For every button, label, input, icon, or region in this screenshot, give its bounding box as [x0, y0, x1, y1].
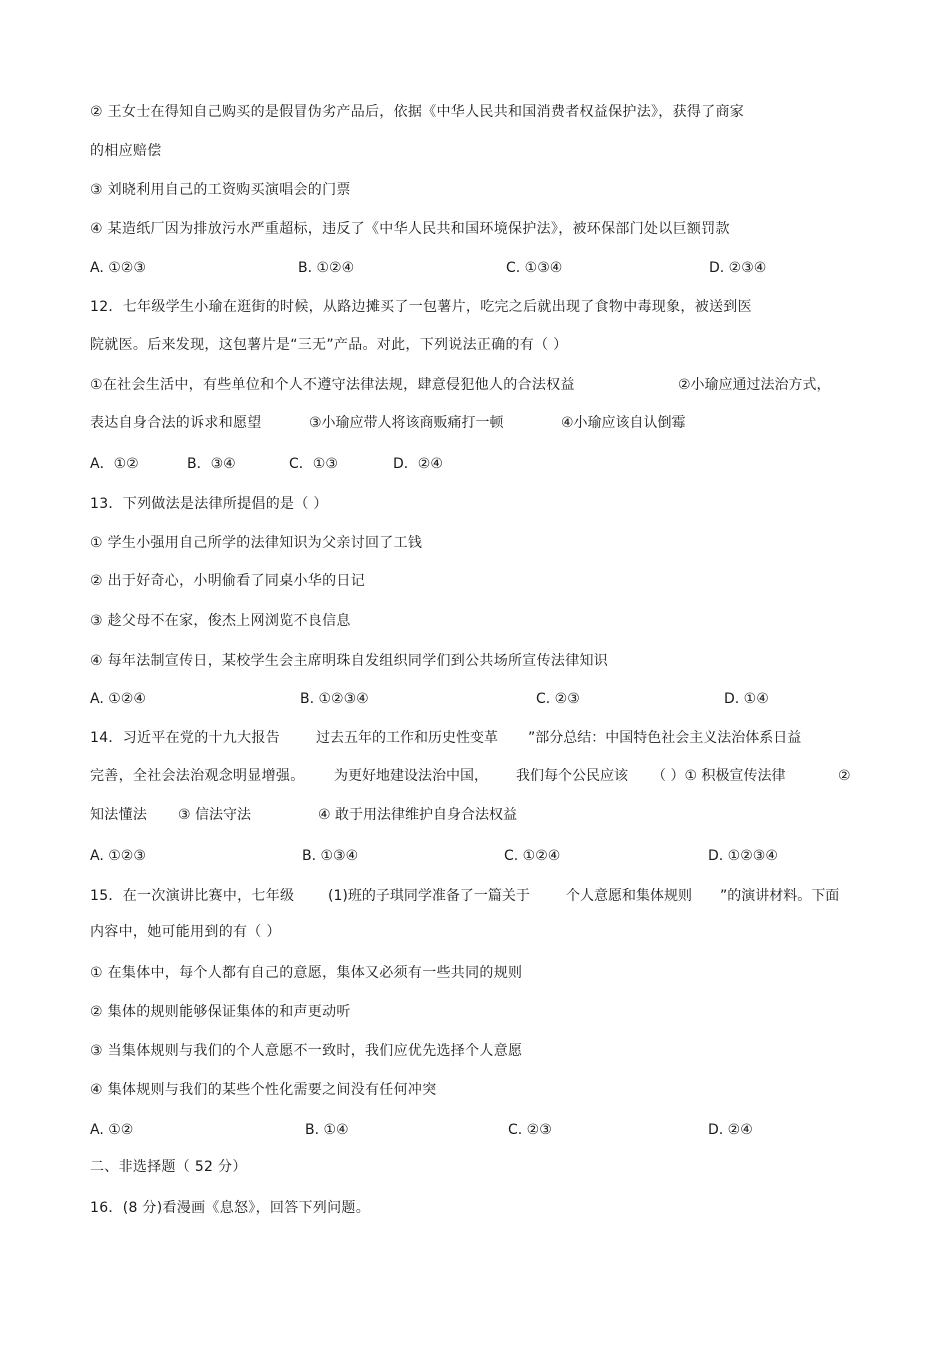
q11-option-b[interactable]: B. ①②④	[298, 260, 355, 276]
q14-option-b[interactable]: B. ①③④	[302, 848, 359, 864]
q12-option-c[interactable]: C．①③	[289, 456, 338, 472]
q14-item-4: ④ 敢于用法律维护自身合法权益	[318, 807, 518, 823]
q13-item-4: ④ 每年法制宣传日，某校学生会主席明珠自发组织同学们到公共场所宣传法律知识	[90, 653, 609, 669]
q13-option-d[interactable]: D. ①④	[724, 691, 769, 707]
q12-item-1: ①在社会生活中，有些单位和个人不遵守法律法规，肆意侵犯他人的合法权益	[90, 377, 575, 393]
q12-item-2: ②小瑜应通过法治方式，	[678, 377, 831, 393]
q14-item-2: 知法懂法	[90, 807, 148, 823]
q14-stem-line2-e: ②	[838, 768, 851, 784]
q15-item-3: ③ 当集体规则与我们的个人意愿不一致时，我们应优先选择个人意愿	[90, 1043, 523, 1059]
q13-option-a[interactable]: A. ①②④	[90, 691, 146, 707]
q12-item-2-cont: 表达自身合法的诉求和愿望	[90, 415, 262, 431]
q15-option-b[interactable]: B. ①④	[305, 1122, 349, 1138]
q15-stem-cont: 内容中，她可能用到的有（ ）	[90, 924, 281, 940]
q11-option-d[interactable]: D. ②③④	[709, 260, 767, 276]
q12-item-3: ③小瑜应带人将该商贩痛打一顿	[309, 415, 504, 431]
q13-item-2: ② 出于好奇心，小明偷看了同桌小华的日记	[90, 573, 365, 589]
section-heading: 二、非选择题（ 52 分）	[90, 1159, 247, 1175]
q12-option-d[interactable]: D．②④	[393, 456, 443, 472]
q15-stem-c: 个人意愿和集体规则	[566, 888, 692, 904]
q13-option-c[interactable]: C. ②③	[536, 691, 580, 707]
q12-stem: 12．七年级学生小瑜在逛街的时候，从路边摊买了一包薯片，吃完之后就出现了食物中毒现象，被送到医	[90, 299, 752, 315]
q14-option-d[interactable]: D. ①②③④	[708, 848, 778, 864]
q11-option-a[interactable]: A. ①②③	[90, 260, 146, 276]
q15-item-4: ④ 集体规则与我们的某些个性化需要之间没有任何冲突	[90, 1082, 437, 1098]
q13-option-b[interactable]: B. ①②③④	[300, 691, 369, 707]
q14-stem-line2-b: 为更好地建设法治中国，	[334, 768, 488, 784]
q14-stem-line2-d: （ ）① 积极宣传法律	[652, 768, 786, 784]
q15-option-a[interactable]: A. ①②	[90, 1122, 134, 1138]
q15-stem: 15．在一次演讲比赛中，七年级	[90, 888, 295, 904]
q12-option-b[interactable]: B．③④	[187, 456, 236, 472]
q14-stem-quote: 过去五年的工作和历史性变革	[316, 730, 498, 746]
q14-option-c[interactable]: C. ①②④	[504, 848, 561, 864]
q14-stem: 14．习近平在党的十九大报告	[90, 730, 281, 746]
q12-option-a[interactable]: A．①②	[90, 456, 139, 472]
q14-stem-line2-c: 我们每个公民应该	[516, 768, 628, 784]
q13-item-3: ③ 趁父母不在家，俊杰上网浏览不良信息	[90, 613, 351, 629]
q15-option-d[interactable]: D. ②④	[708, 1122, 753, 1138]
q13-stem: 13．下列做法是法律所提倡的是（ ）	[90, 496, 328, 512]
q11-item-2: ② 王女士在得知自己购买的是假冒伪劣产品后，依据《中华人民共和国消费者权益保护法》，获得了商家	[90, 104, 745, 120]
q11-item-2-cont: 的相应赔偿	[90, 143, 162, 159]
q13-item-1: ① 学生小强用自己所学的法律知识为父亲讨回了工钱	[90, 535, 423, 551]
q15-stem-b: (1)班的子琪同学准备了一篇关于	[328, 888, 530, 904]
q11-option-c[interactable]: C. ①③④	[506, 260, 563, 276]
q14-option-a[interactable]: A. ①②③	[90, 848, 146, 864]
q14-stem-rest: ”部分总结：中国特色社会主义法治体系日益	[528, 730, 802, 746]
q12-stem-cont: 院就医。后来发现，这包薯片是“三无”产品。对此，下列说法正确的有（ ）	[90, 337, 568, 353]
q15-stem-d: ”的演讲材料。下面	[720, 888, 840, 904]
q12-item-4: ④小瑜应该自认倒霉	[561, 415, 686, 431]
q15-item-2: ② 集体的规则能够保证集体的和声更动听	[90, 1004, 351, 1020]
q11-item-3: ③ 刘晓利用自己的工资购买演唱会的门票	[90, 182, 351, 198]
q14-item-3: ③ 信法守法	[178, 807, 252, 823]
q11-item-4: ④ 某造纸厂因为排放污水严重超标，违反了《中华人民共和国环境保护法》，被环保部门处以巨额罚款	[90, 221, 730, 237]
q14-stem-line2: 完善，全社会法治观念明显增强。	[90, 768, 305, 784]
q15-option-c[interactable]: C. ②③	[508, 1122, 552, 1138]
q15-item-1: ① 在集体中，每个人都有自己的意愿，集体又必须有一些共同的规则	[90, 965, 523, 981]
q16-stem: 16．(8 分)看漫画《息怒》，回答下列问题。	[90, 1200, 370, 1216]
